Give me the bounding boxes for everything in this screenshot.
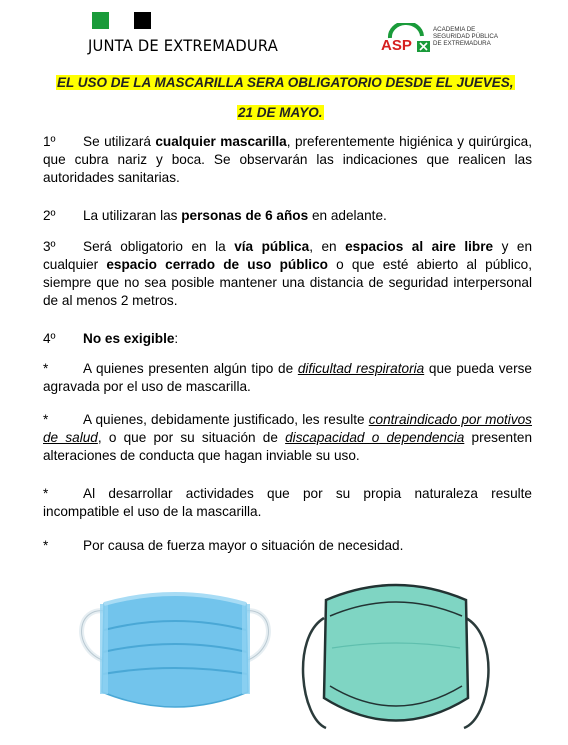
bullet-text: Por causa de fuerza mayor o situación de necesidad. bbox=[83, 538, 404, 553]
academy-line-3: DE EXTREMADURA bbox=[433, 40, 491, 47]
bullet-underlined-text: discapacidad o dependencia bbox=[285, 430, 465, 445]
academy-line-1: ACADEMIA DE bbox=[433, 26, 476, 33]
headline-line-1: EL USO DE LA MASCARILLA SERA OBLIGATORIO DESDE EL JUEVES, bbox=[57, 75, 514, 90]
item-number: 2º bbox=[43, 208, 56, 223]
bullet-text: , o que por su situación de bbox=[97, 430, 286, 445]
item-bold-text: vía pública bbox=[234, 239, 310, 254]
bullet-underlined-text: dificultad respiratoria bbox=[297, 361, 425, 376]
item-text: Se utilizará bbox=[83, 134, 156, 149]
bullet-text: Al desarrollar actividades que por su propia naturaleza resulte incompatible el uso de la mascarilla. bbox=[43, 486, 532, 519]
item-1 bbox=[43, 133, 532, 187]
item-bold-text: espacio cerrado de uso público bbox=[106, 257, 328, 272]
item-text: y en cualquier bbox=[43, 239, 532, 272]
bullet-text: A quienes, debidamente justificado, les resulte bbox=[83, 412, 369, 427]
bullet-symbol: * bbox=[43, 412, 49, 427]
item-bold-text: espacios al aire libre bbox=[345, 239, 494, 254]
junta-logo-squares bbox=[92, 12, 152, 32]
bullet-3 bbox=[43, 485, 532, 521]
academy-line-2: SEGURIDAD PÚBLICA bbox=[433, 33, 498, 40]
item-3 bbox=[43, 238, 532, 310]
bullet-text: A quienes presenten algún tipo de bbox=[83, 361, 298, 376]
bullet-text: presenten alteraciones de conducta que hagan inviable su uso. bbox=[43, 430, 533, 463]
asp-logo-text: ASP bbox=[381, 37, 412, 54]
bullet-1 bbox=[43, 360, 532, 396]
item-4 bbox=[43, 330, 532, 348]
item-bold-text: cualquier mascarilla bbox=[155, 134, 287, 149]
item-text: La utilizaran las bbox=[83, 208, 182, 223]
item-text: : bbox=[174, 331, 179, 346]
bullet-symbol: * bbox=[43, 486, 49, 501]
item-text: o que esté abierto al público, siempre que no sea posible mantener una distancia de seguridad interpersonal de al menos 2 metros. bbox=[43, 257, 532, 308]
asp-logo bbox=[380, 23, 432, 57]
bullet-text: que pueda verse agravada por el uso de mascarilla. bbox=[43, 361, 532, 394]
headline-line-2: 21 DE MAYO. bbox=[238, 105, 323, 120]
item-text: , preferentemente higiénica y quirúrgica, que cubra nariz y boca. Se observarán las indicaciones que realicen las autoridades sanitarias. bbox=[43, 134, 532, 185]
academy-name bbox=[433, 26, 513, 47]
logo-green-square bbox=[92, 12, 109, 29]
bullet-symbol: * bbox=[43, 361, 49, 376]
item-text: , en bbox=[309, 239, 346, 254]
bullet-2 bbox=[43, 411, 532, 465]
bullet-underlined-text: contraindicado por motivos de salud bbox=[43, 412, 532, 445]
bullet-symbol: * bbox=[43, 538, 49, 553]
item-bold-text: personas de 6 años bbox=[181, 208, 309, 223]
org-name: JUNTA DE EXTREMADURA bbox=[88, 36, 278, 55]
item-number: 1º bbox=[43, 134, 56, 149]
logo-black-square bbox=[134, 12, 151, 29]
logo-white-square bbox=[114, 12, 133, 31]
item-bold-text: No es exigible bbox=[83, 331, 175, 346]
item-text: Será obligatorio en la bbox=[83, 239, 235, 254]
item-number: 4º bbox=[43, 331, 56, 346]
item-text: en adelante. bbox=[308, 208, 387, 223]
bullet-4 bbox=[43, 537, 532, 555]
item-2 bbox=[43, 207, 532, 225]
fabric-mask-icon bbox=[296, 568, 496, 738]
surgical-mask-icon bbox=[70, 582, 280, 730]
item-number: 3º bbox=[43, 239, 56, 254]
